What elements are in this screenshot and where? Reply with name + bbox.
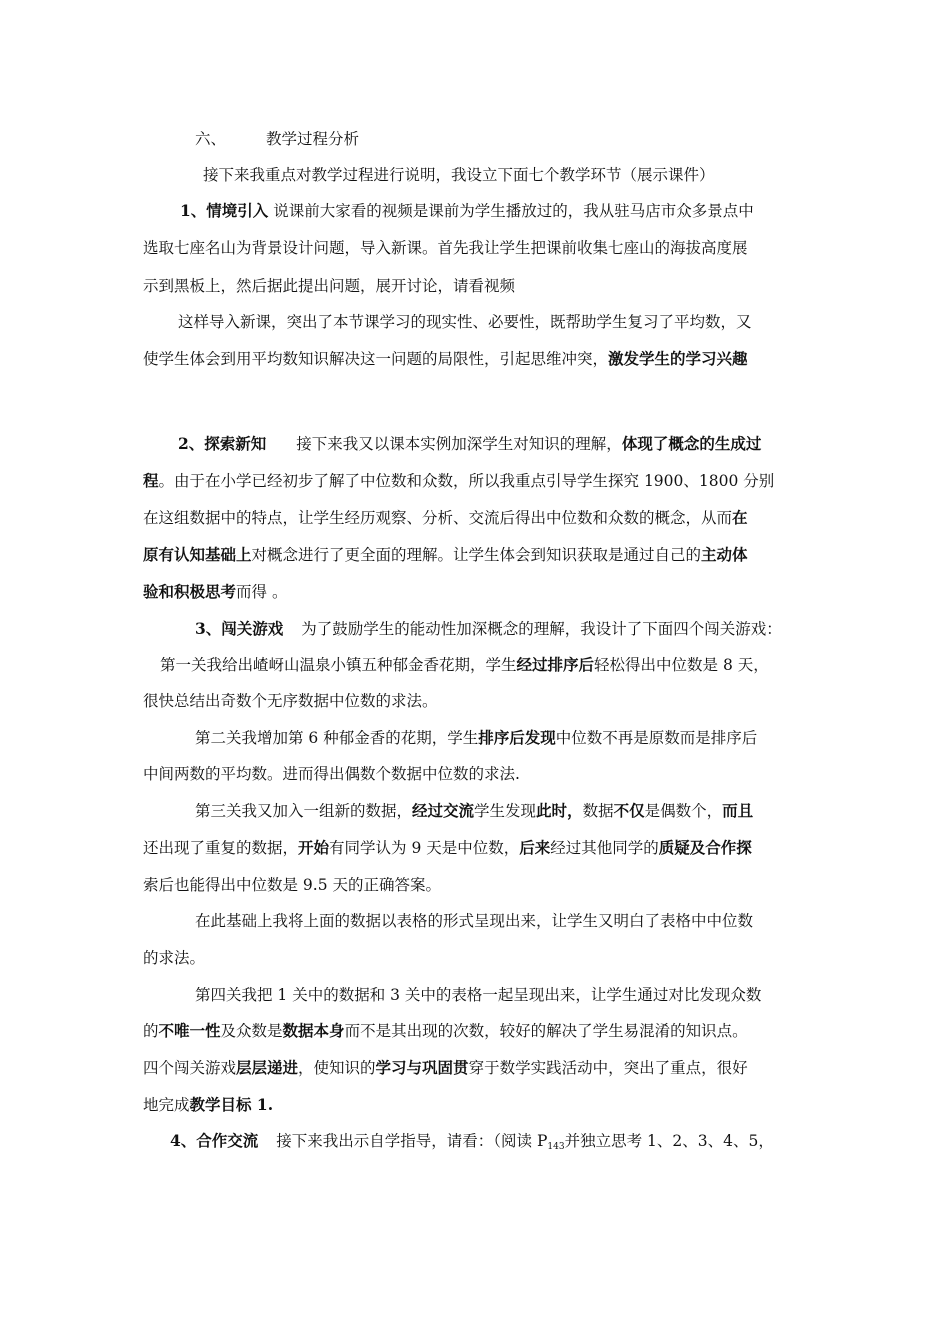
- game3-line-3: 索后也能得出中位数是 9.5 天的正确答案。: [143, 876, 442, 894]
- emphasis-text: 激发学生的学习兴趣: [608, 349, 748, 368]
- step3-heading: 3、闯关游戏: [195, 619, 284, 638]
- step2-line-3: 在这组数据中的特点，让学生经历观察、分析、交流后得出中位数和众数的概念，从而在: [143, 508, 748, 527]
- game1-line-1: 第一关我给出嵖岈山温泉小镇五种郁金香花期，学生经过排序后轻松得出中位数是 8 天，: [160, 655, 769, 674]
- table-line-1: 在此基础上我将上面的数据以表格的形式呈现出来，让学生又明白了表格中中位数: [195, 912, 754, 930]
- step3-line-1: 3、闯关游戏 为了鼓励学生的能动性加深概念的理解，我设计了下面四个闯关游戏：: [195, 619, 782, 638]
- section-number: 六、: [195, 130, 227, 148]
- step4-line-1: 4、合作交流 接下来我出示自学指导，请看：（阅读 P143并独立思考 1、2、3、4、5，: [170, 1131, 774, 1152]
- step2-line-1: 2、探索新知 接下来我又以课本实例加深学生对知识的理解，体现了概念的生成过: [178, 434, 762, 453]
- section-heading: [195, 129, 359, 149]
- step1-para2-line-2: 使学生体会到用平均数知识解决这一问题的局限性，引起思维冲突，激发学生的学习兴趣: [143, 349, 748, 368]
- step1-para2-line-1: 这样导入新课，突出了本节课学习的现实性、必要性，既帮助学生复习了平均数，又: [178, 313, 752, 331]
- table-line-2: 的求法。: [143, 949, 206, 967]
- step1-heading: 1、情境引入: [180, 201, 269, 220]
- game3-line-2: 还出现了重复的数据，开始有同学认为 9 天是中位数，后来经过其他同学的质疑及合作探: [143, 838, 752, 857]
- game4-line-4: 地完成教学目标 1.: [143, 1095, 274, 1114]
- step2-heading: 2、探索新知: [178, 434, 267, 453]
- game4-line-2: 的不唯一性及众数是数据本身而不是其出现的次数，较好的解决了学生易混淆的知识点。: [143, 1021, 748, 1040]
- step1-line-1: 1、情境引入 说课前大家看的视频是课前为学生播放过的，我从驻马店市众多景点中: [180, 201, 754, 220]
- section-title: 教学过程分析: [266, 130, 360, 148]
- game3-line-1: 第三关我又加入一组新的数据，经过交流学生发现此时，数据不仅是偶数个，而且: [195, 801, 754, 820]
- game2-line-2: 中间两数的平均数。进而得出偶数个数据中位数的求法.: [143, 765, 520, 783]
- game1-line-2: 很快总结出奇数个无序数据中位数的求法。: [143, 692, 438, 710]
- game2-line-1: 第二关我增加第 6 种郁金香的花期，学生排序后发现中位数不再是原数而是排序后: [195, 728, 758, 747]
- step1-line-2: 选取七座名山为背景设计问题，导入新课。首先我让学生把课前收集七座山的海拔高度展: [143, 239, 748, 257]
- page-subscript: 143: [547, 1142, 565, 1152]
- step2-line-2: 程。由于在小学已经初步了解了中位数和众数，所以我重点引导学生探究 1900、1800 分别: [143, 471, 775, 490]
- game4-line-3: 四个闯关游戏层层递进，使知识的学习与巩固贯穿于数学实践活动中，突出了重点，很好: [143, 1058, 748, 1077]
- step4-heading: 4、合作交流: [170, 1131, 259, 1150]
- game4-line-1: 第四关我把 1 关中的数据和 3 关中的表格一起呈现出来，让学生通过对比发现众数: [195, 986, 762, 1004]
- step2-line-5: 验和积极思考而得 。: [143, 582, 288, 601]
- intro-paragraph: 接下来我重点对教学过程进行说明，我设立下面七个教学环节（展示课件）: [203, 166, 715, 184]
- step2-line-4: 原有认知基础上对概念进行了更全面的理解。让学生体会到知识获取是通过自己的主动体: [143, 545, 748, 564]
- step1-line-3: 示到黑板上，然后据此提出问题，展开讨论，请看视频: [143, 277, 516, 295]
